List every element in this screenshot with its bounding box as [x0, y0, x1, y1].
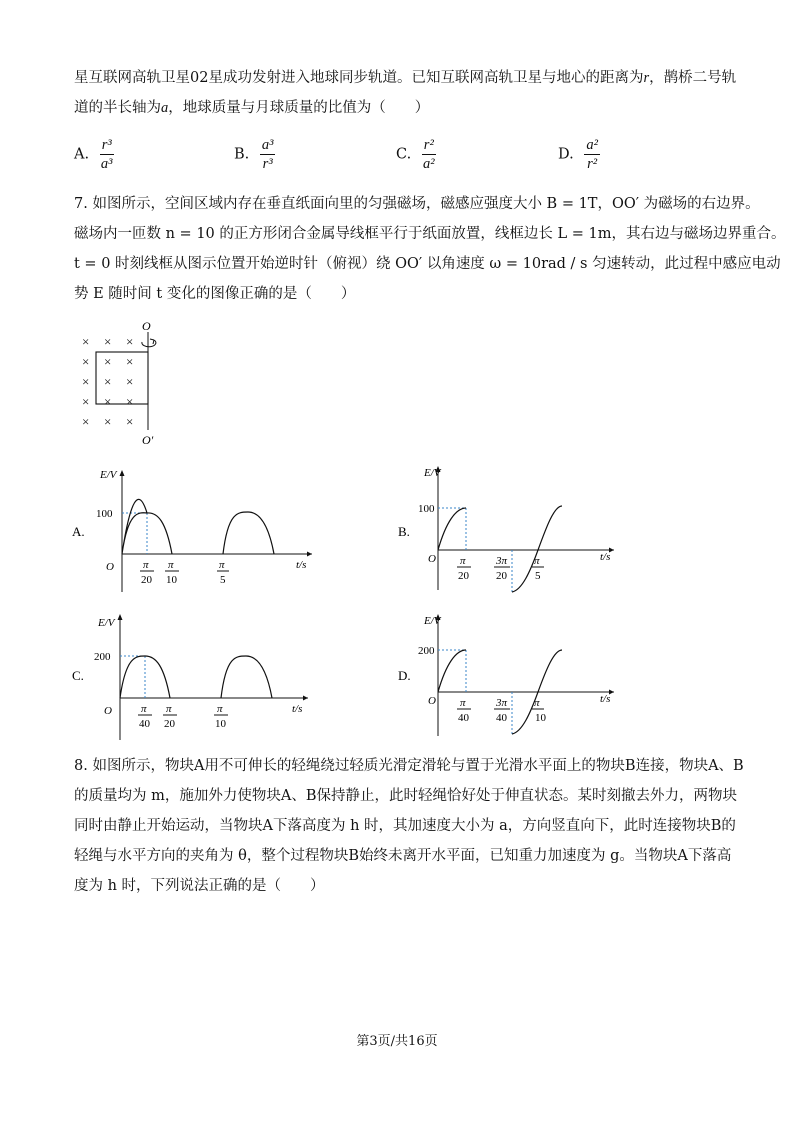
label-o-prime: O′ [142, 433, 154, 447]
graph-c[interactable] [70, 612, 330, 742]
field-mark: × [82, 374, 90, 389]
y-axis-label: E/V [424, 615, 441, 627]
tick-num: π [534, 697, 540, 709]
fraction: $\frac{\text{r³}}{\text{a³}}$ [100, 137, 113, 172]
tick-den: 20 [496, 570, 507, 582]
label-o: O [142, 319, 151, 333]
field-mark: × [126, 394, 134, 409]
graph-b[interactable] [396, 462, 626, 594]
y-axis-label: E/V [98, 617, 115, 629]
q6-option-a[interactable]: A. $\frac{\text{r³}}{\text{a³}}$ [74, 137, 113, 172]
tick-den: 20 [164, 718, 175, 730]
tick-num: π [534, 555, 540, 567]
x-axis-label: t/s [600, 693, 611, 705]
tick-den: 5 [535, 570, 541, 582]
tick-num: π [460, 555, 466, 567]
curve [221, 656, 272, 698]
tick-num: 3π [496, 697, 508, 709]
graph-a[interactable] [70, 462, 330, 592]
field-mark: × [104, 414, 112, 429]
tick-den: 10 [166, 574, 177, 586]
var-a: a [161, 100, 169, 116]
magnetic-field-figure [64, 318, 174, 448]
tick-den: 5 [220, 574, 226, 586]
curve [438, 508, 466, 550]
peak-label: 200 [94, 651, 111, 663]
tick-den: 20 [141, 574, 152, 586]
peak-label: 100 [96, 508, 113, 520]
tick-den: 40 [458, 712, 469, 724]
q8-line-3: 同时由静止开始运动，当物块A下落高度为 h 时，其加速度大小为 a，方向竖直向下，此时连接物块B的 [74, 818, 736, 834]
q8-line-4: 轻绳与水平方向的夹角为 θ，整个过程物块B始终未离开水平面，已知重力加速度为 g。当物块A下落高 [74, 848, 732, 864]
tick-den: 10 [535, 712, 546, 724]
q7-line-2: 磁场内一匝数 n = 10 的正方形闭合金属导线框平行于纸面放置，线框边长 L = 1m，其右边与磁场边界重合。 [74, 226, 786, 242]
tick-den: 40 [496, 712, 507, 724]
origin-label: O [428, 553, 436, 565]
q7-line-3: t = 0 时刻线框从图示位置开始逆时针（俯视）绕 OO′ 以角速度 ω = 10rad / s 匀速转动，此过程中感应电动 [74, 256, 781, 272]
peak-label: 200 [418, 645, 435, 657]
tick-num: π [219, 559, 225, 571]
q7-line-1: 7. 如图所示，空间区域内存在垂直纸面向里的匀强磁场，磁感应强度大小 B = 1T，OO′ 为磁场的右边界。 [74, 196, 760, 212]
q8-line-2: 的质量均为 m，施加外力使物块A、B保持静止，此时轻绳恰好处于伸直状态。某时刻撤去外力，两物块 [74, 788, 737, 804]
tick-num: π [168, 559, 174, 571]
fraction: $\frac{\text{a²}}{\text{r²}}$ [586, 137, 598, 172]
q7-line-4: 势 E 随时间 t 变化的图像正确的是（ ） [74, 286, 356, 302]
tick-den: 10 [215, 718, 226, 730]
option-label: A. [72, 524, 85, 539]
curve [223, 512, 274, 554]
q6-line-2: 道的半长轴为a，地球质量与月球质量的比值为（ ） [74, 100, 430, 116]
field-mark: × [82, 354, 90, 369]
field-mark: × [126, 354, 134, 369]
origin-label: O [104, 705, 112, 717]
tick-num: π [141, 703, 147, 715]
fraction: $\frac{\text{r²}}{\text{a²}}$ [422, 137, 435, 172]
curve [438, 650, 466, 692]
field-mark: × [104, 394, 112, 409]
tick-num: π [217, 703, 223, 715]
field-mark: × [82, 414, 90, 429]
origin-label: O [428, 695, 436, 707]
graph-d[interactable] [396, 612, 626, 744]
option-label: B. [398, 524, 410, 539]
field-mark: × [126, 374, 134, 389]
field-mark: × [104, 354, 112, 369]
x-axis-label: t/s [296, 559, 307, 571]
x-axis-label: t/s [600, 551, 611, 563]
tick-num: π [143, 559, 149, 571]
field-mark: × [104, 374, 112, 389]
tick-den: 40 [139, 718, 150, 730]
tick-num: 3π [496, 555, 508, 567]
field-mark: × [126, 414, 134, 429]
q8-line-1: 8. 如图所示，物块A用不可伸长的轻绳绕过轻质光滑定滑轮与置于光滑水平面上的物块B连接，物块A、B [74, 758, 744, 774]
field-mark: × [104, 334, 112, 349]
fraction: $\frac{\text{a³}}{\text{r³}}$ [261, 137, 274, 172]
x-axis-label: t/s [292, 703, 303, 715]
q6-option-c[interactable]: C. $\frac{\text{r²}}{\text{a²}}$ [396, 137, 435, 172]
y-axis-label: E/V [100, 469, 117, 481]
tick-num: π [166, 703, 172, 715]
q6-option-d[interactable]: D. $\frac{\text{a²}}{\text{r²}}$ [558, 137, 598, 172]
origin-label: O [106, 561, 114, 573]
q6-option-b[interactable]: B. $\frac{\text{a³}}{\text{r³}}$ [234, 137, 274, 172]
field-mark: × [126, 334, 134, 349]
tick-num: π [460, 697, 466, 709]
var-r: r [643, 70, 650, 86]
field-mark: × [82, 334, 90, 349]
page-footer: 第3页/共16页 [356, 1034, 438, 1049]
peak-label: 100 [418, 503, 435, 515]
option-label: C. [72, 668, 84, 683]
q6-line-1: 星互联网高轨卫星02星成功发射进入地球同步轨道。已知互联网高轨卫星与地心的距离为r，鹊桥二号轨 [74, 70, 737, 86]
field-mark: × [82, 394, 90, 409]
y-axis-label: E/V [424, 467, 441, 479]
q8-line-5: 度为 h 时，下列说法正确的是（ ） [74, 878, 325, 894]
tick-den: 20 [458, 570, 469, 582]
option-label: D. [398, 668, 411, 683]
